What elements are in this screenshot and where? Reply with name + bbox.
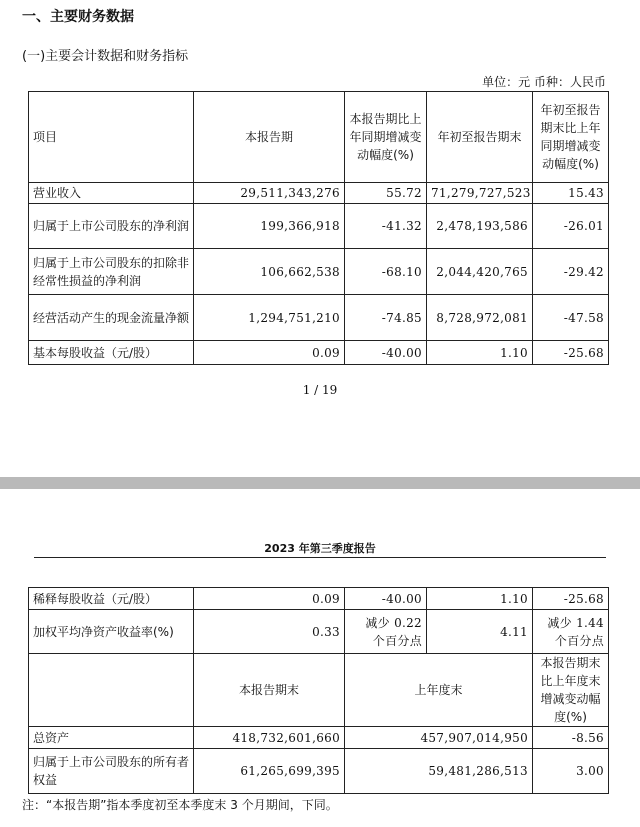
table-header-row — [29, 654, 609, 727]
cell-current: 106,662,538 — [194, 249, 345, 295]
header-rule — [34, 557, 606, 558]
cell-period-end: 61,265,699,395 — [194, 749, 345, 794]
cell-current-change: -68.10 — [345, 249, 427, 295]
row-label: 基本每股收益（元/股） — [29, 341, 194, 365]
cell-prior-year-end: 457,907,014,950 — [345, 727, 533, 749]
report-header-title: 2023 年第三季度报告 — [264, 542, 376, 555]
cell-ytd-change: -29.42 — [533, 249, 609, 295]
cell-current-change: -40.00 — [345, 341, 427, 365]
cell-current-change: 55.72 — [345, 183, 427, 204]
cell-ytd: 4.11 — [427, 610, 533, 654]
page-break — [0, 477, 640, 489]
cell-current: 0.09 — [194, 588, 345, 610]
table-row — [29, 295, 609, 341]
cell-current: 29,511,343,276 — [194, 183, 345, 204]
page-number: 1 / 19 — [302, 383, 338, 397]
row-label: 经营活动产生的现金流量净额 — [29, 295, 194, 341]
cell-ytd-change: 减少 1.44 个百分点 — [533, 610, 609, 654]
financial-table-1 — [28, 91, 609, 365]
cell-period-end: 418,732,601,660 — [194, 727, 345, 749]
cell-current-change: -40.00 — [345, 588, 427, 610]
unit-line: 单位：元 币种：人民币 — [482, 75, 606, 89]
header-current: 本报告期 — [194, 92, 345, 183]
table-row — [29, 341, 609, 365]
header-ytd: 年初至报告期末 — [427, 92, 533, 183]
cell-current: 1,294,751,210 — [194, 295, 345, 341]
header-blank — [29, 654, 194, 727]
table-row — [29, 183, 609, 204]
cell-change: -8.56 — [533, 727, 609, 749]
cell-prior-year-end: 59,481,286,513 — [345, 749, 533, 794]
row-label: 归属于上市公司股东的扣除非经常性损益的净利润 — [29, 249, 194, 295]
header-prior-year-end: 上年度末 — [345, 654, 533, 727]
header-item: 项目 — [29, 92, 194, 183]
subsection-title: (一)主要会计数据和财务指标 — [22, 49, 189, 64]
cell-current: 199,366,918 — [194, 204, 345, 249]
cell-ytd-change: -25.68 — [533, 588, 609, 610]
cell-current-change: 减少 0.22 个百分点 — [345, 610, 427, 654]
cell-ytd-change: -25.68 — [533, 341, 609, 365]
cell-ytd: 2,478,193,586 — [427, 204, 533, 249]
table-row — [29, 249, 609, 295]
header-ytd-change: 年初至报告期末比上年同期增减变动幅度(%) — [533, 92, 609, 183]
cell-current: 0.09 — [194, 341, 345, 365]
row-label: 稀释每股收益（元/股） — [29, 588, 194, 610]
cell-ytd: 8,728,972,081 — [427, 295, 533, 341]
header-period-end: 本报告期末 — [194, 654, 345, 727]
cell-ytd: 2,044,420,765 — [427, 249, 533, 295]
table-row — [29, 610, 609, 654]
cell-ytd-change: -47.58 — [533, 295, 609, 341]
cell-ytd: 1.10 — [427, 588, 533, 610]
table-row — [29, 749, 609, 794]
cell-current: 0.33 — [194, 610, 345, 654]
footnote: 注：“本报告期”指本季度初至本季度末 3 个月期间，下同。 — [22, 798, 338, 812]
section-title: 一、主要财务数据 — [22, 9, 134, 25]
header-change: 本报告期末比上年度末增减变动幅度(%) — [533, 654, 609, 727]
row-label: 总资产 — [29, 727, 194, 749]
cell-current-change: -74.85 — [345, 295, 427, 341]
cell-current-change: -41.32 — [345, 204, 427, 249]
row-label: 营业收入 — [29, 183, 194, 204]
header-current-change: 本报告期比上年同期增减变动幅度(%) — [345, 92, 427, 183]
cell-change: 3.00 — [533, 749, 609, 794]
financial-table-2 — [28, 587, 609, 794]
cell-ytd-change: -26.01 — [533, 204, 609, 249]
table-header-row — [29, 92, 609, 183]
table-row — [29, 588, 609, 610]
row-label: 归属于上市公司股东的净利润 — [29, 204, 194, 249]
cell-ytd: 1.10 — [427, 341, 533, 365]
cell-ytd: 71,279,727,523 — [427, 183, 533, 204]
row-label: 归属于上市公司股东的所有者权益 — [29, 749, 194, 794]
table-row — [29, 727, 609, 749]
table-row — [29, 204, 609, 249]
cell-ytd-change: 15.43 — [533, 183, 609, 204]
row-label: 加权平均净资产收益率(%) — [29, 610, 194, 654]
